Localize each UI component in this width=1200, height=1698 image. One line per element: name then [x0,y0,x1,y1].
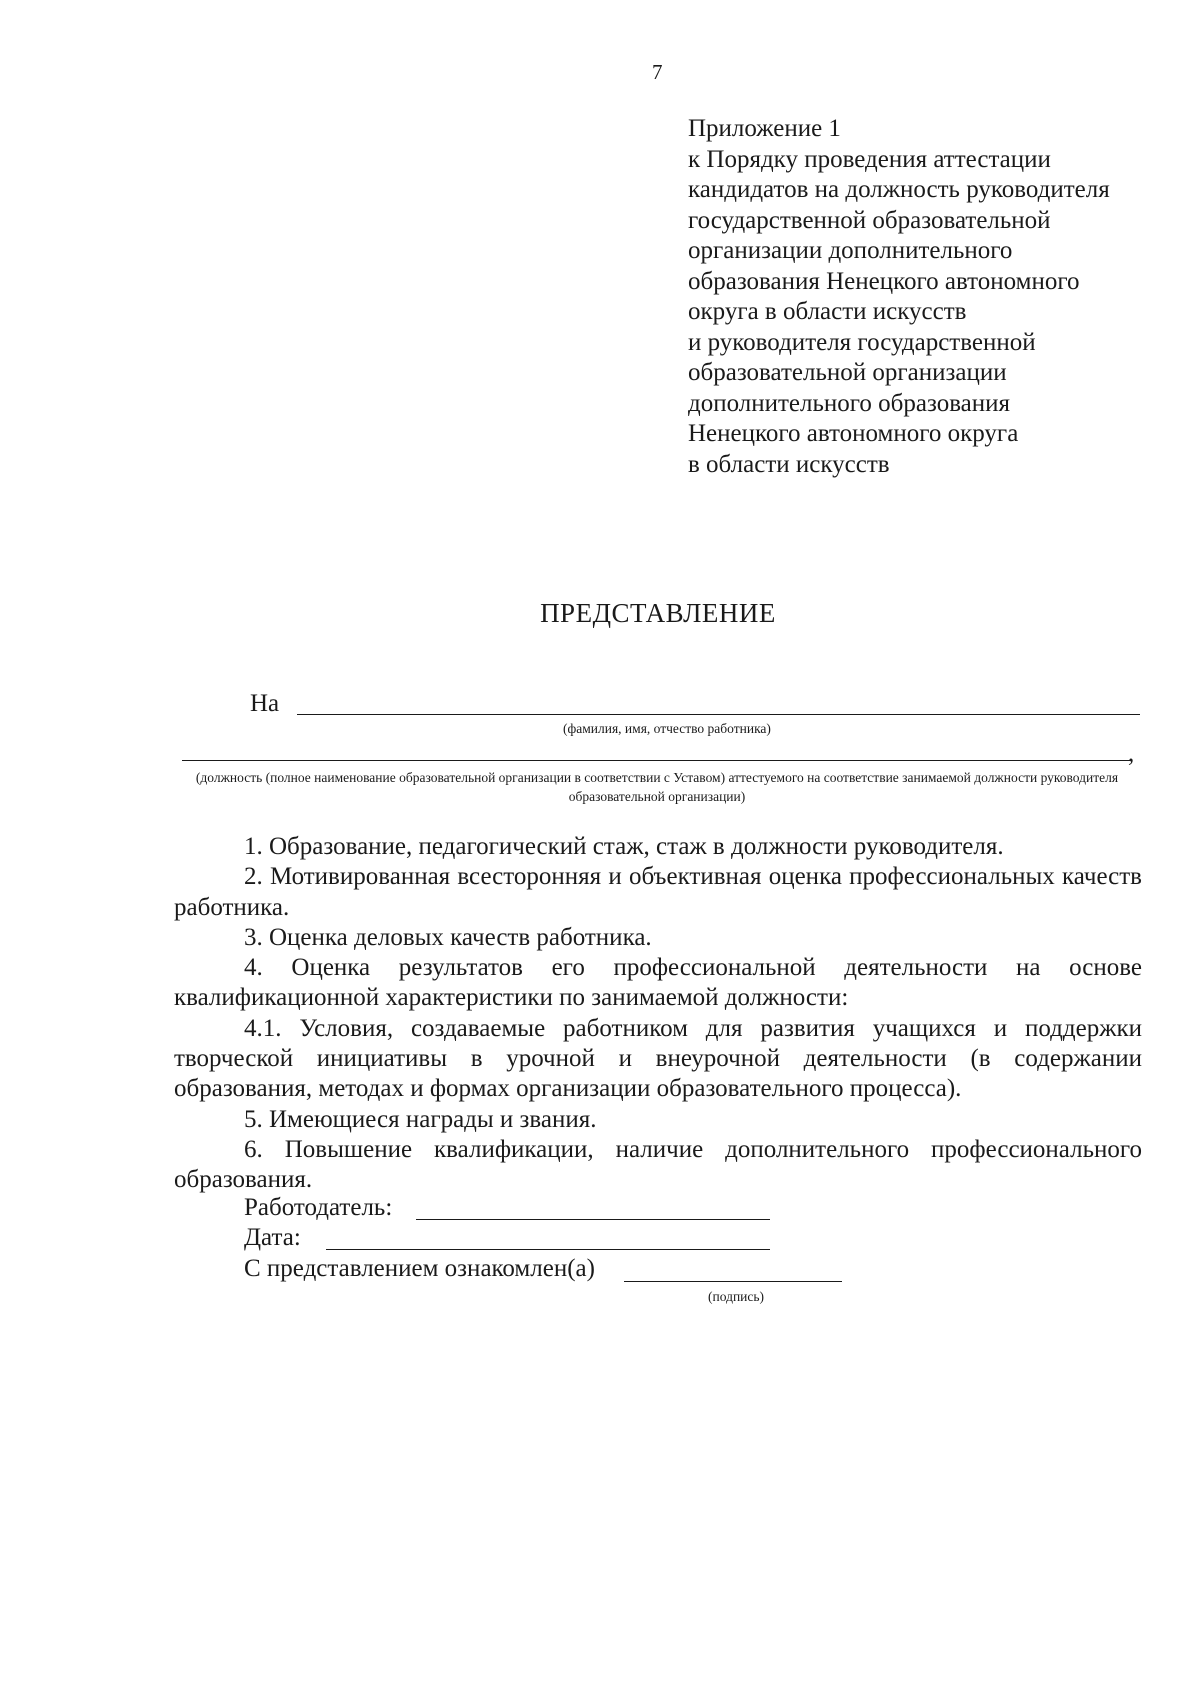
appendix-line: образования Ненецкого автономного [688,267,1080,295]
appendix-line: образовательной организации [688,359,1007,386]
appendix-line: кандидатов на должность руководителя [688,176,1110,203]
appendix-line: государственной образовательной [688,206,1051,234]
criteria-item: 5. Имеющиеся награды и звания. [244,1105,597,1133]
employer-signature-field[interactable] [416,1219,770,1220]
appendix-line: Приложение 1 [688,115,841,142]
appendix-line: округа в области искусств [688,298,967,325]
date-label: Дата: [244,1224,301,1251]
appendix-line: в области искусств [688,450,890,478]
appendix-line: Ненецкого автономного округа [688,420,1019,447]
criteria-list [174,832,1142,1196]
line-end-comma: , [1128,740,1135,767]
page-number: 7 [652,60,663,84]
criteria-item: 4. Оценка результатов его профессиональной деятельности на основе квалификационной характеристики по занимаемой должности: [174,954,1142,1012]
appendix-line: и руководителя государственной [688,328,1036,356]
document-title: ПРЕДСТАВЛЕНИЕ [540,598,776,628]
criteria-item: 3. Оценка деловых качеств работника. [244,923,652,951]
appendix-line: к Порядку проведения аттестации [688,145,1051,173]
signature-caption: (подпись) [708,1289,765,1304]
date-field[interactable] [326,1249,770,1250]
appendix-line: дополнительного образования [688,389,1011,417]
na-label: На [250,690,280,717]
criteria-item: 4.1. Условия, создаваемые работником для развития учащихся и поддержки творческой инициативы в урочной и внеурочной деятельности (в содержании образования, методах и формах организации образовательного процесса). [174,1014,1142,1103]
acknowledged-signature-field[interactable] [624,1281,842,1282]
criteria-item: 2. Мотивированная всесторонняя и объективная оценка профессиональных качеств работника. [174,863,1142,921]
employee-name-field[interactable] [297,714,1140,715]
criteria-item: 6. Повышение квалификации, наличие дополнительного профессионального образования. [174,1135,1142,1194]
employee-name-caption: (фамилия, имя, отчество работника) [563,721,771,736]
appendix-line: организации дополнительного [688,237,1013,264]
employee-position-field[interactable] [182,760,1130,761]
employee-position-caption: (должность (полное наименование образовательной организации в соответствии с Уставом) аттестуемого на соответствие занимаемой должности руководителя образовательной организации) [195,770,1119,804]
acknowledged-label: С представлением ознакомлен(а) [244,1255,595,1282]
criteria-item: 1. Образование, педагогический стаж, стаж в должности руководителя. [244,833,1004,860]
employer-label: Работодатель: [244,1194,393,1221]
appendix-reference [688,114,1110,480]
